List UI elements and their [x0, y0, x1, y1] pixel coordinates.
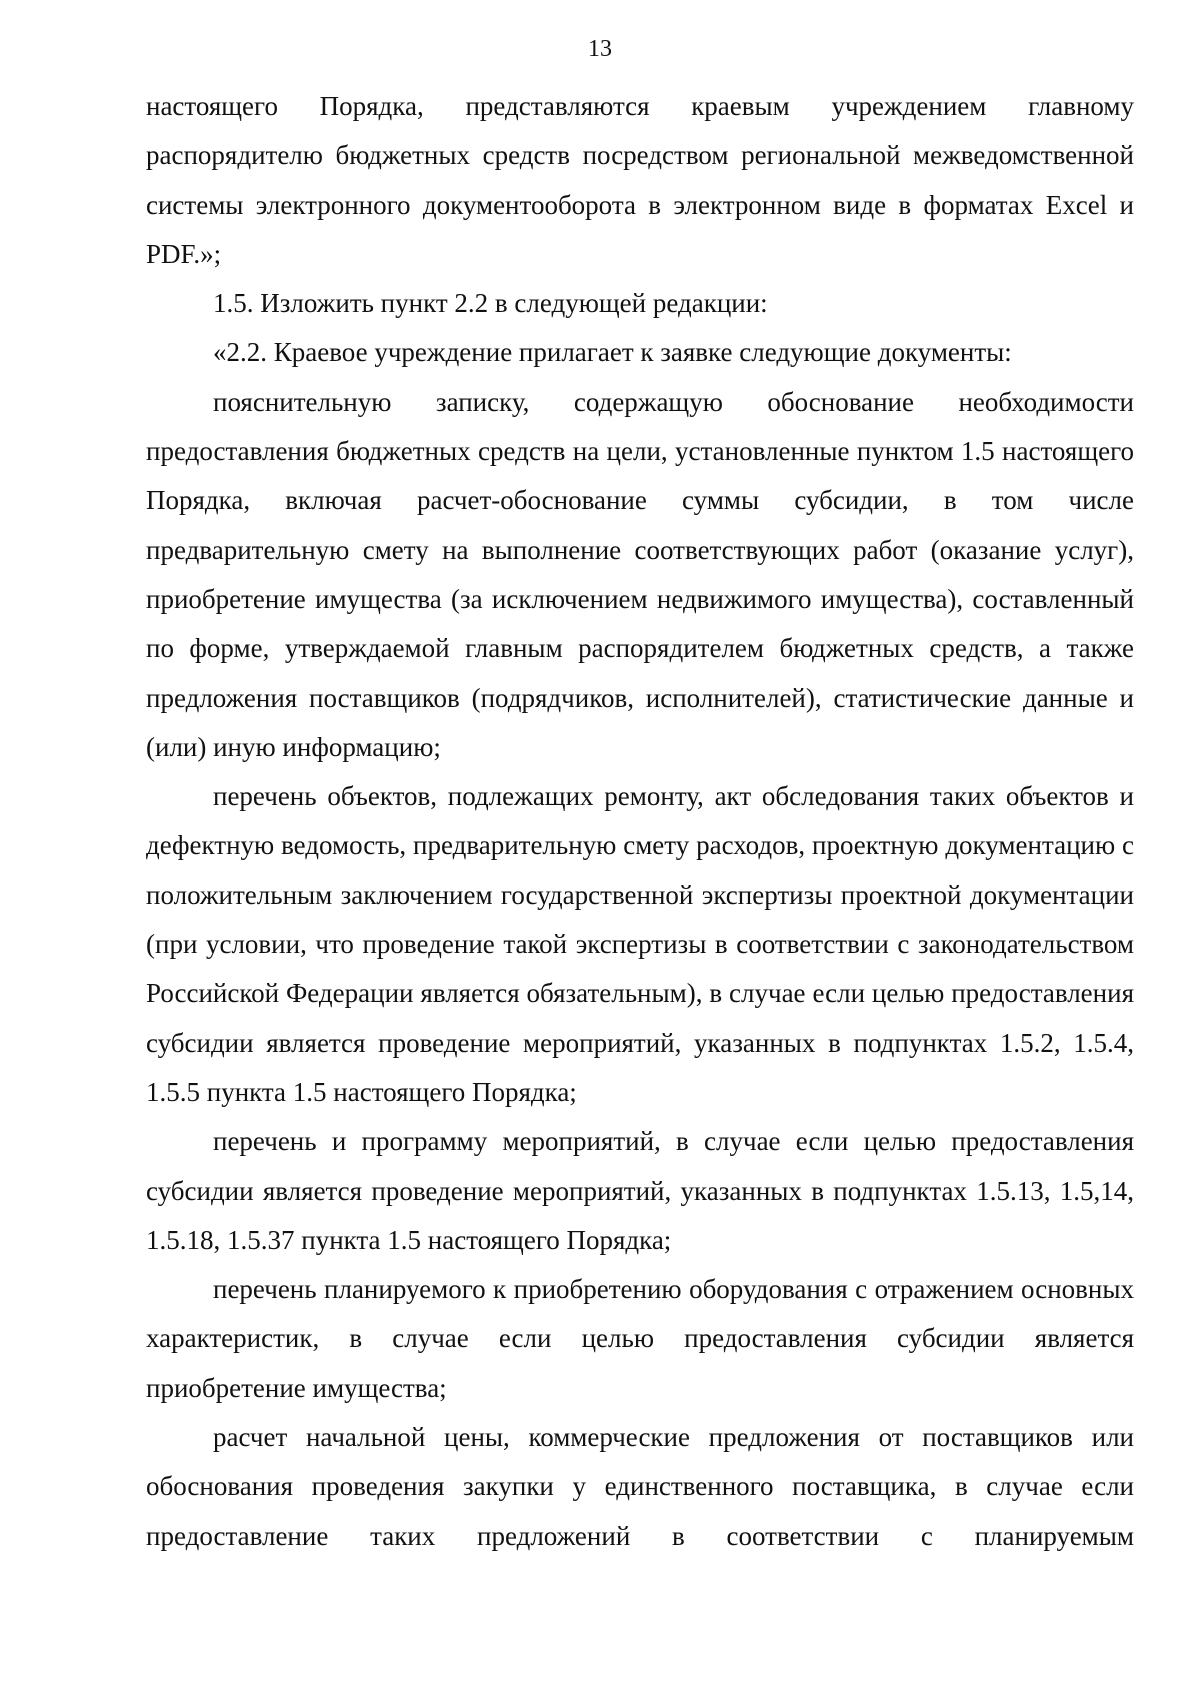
paragraph-explanatory-note: пояснительную записку, содержащую обоснование необходимости предоставления бюджетных средств на цели, установленные пунктом 1.5 настоящего Порядка, включая расчет-обоснование суммы субсидии, в том числе предварительную смету на выполнение соответствующих работ (оказание услуг), приобретение имущества (за исключением недвижимого имущества), составленный по форме, утверждаемой главным распорядителем бюджетных средств, а также предложения поставщиков (подрядчиков, исполнителей), статистические данные и (или) иную информацию; [146, 386, 1134, 762]
paragraph-initial-price: расчет начальной цены, коммерческие предложения от поставщиков или обоснования проведения закупки у единственного поставщика, в случае если предоставление таких предложений в соответствии с планируемым [146, 1422, 1134, 1551]
paragraph-repair-objects-list: перечень объектов, подлежащих ремонту, акт обследования таких объектов и дефектную ведомость, предварительную смету расходов, проектную документацию с положительным заключением государственной экспертизы проектной документации (при условии, что проведение такой экспертизы в соответствии с законодательством Российской Федерации является обязательным), в случае если целью предоставления субсидии является проведение мероприятий, указанных в подпунктах 1.5.2, 1.5.4, 1.5.5 пункта 1.5 настоящего Порядка; [146, 781, 1134, 1107]
document-body [146, 82, 1134, 1561]
page-number: 13 [588, 36, 612, 62]
paragraph-continuation: настоящего Порядка, представляются краевым учреждением главному распорядителю бюджетных средств посредством региональной межведомственной системы электронного документооборота в электронном виде в форматах Excel и PDF.»; [146, 91, 1134, 269]
paragraph-clause-2-2-intro: «2.2. Краевое учреждение прилагает к заявке следующие документы: [213, 337, 1012, 368]
paragraph-amendment-1-5: 1.5. Изложить пункт 2.2 в следующей редакции: [213, 288, 768, 319]
paragraph-events-program: перечень и программу мероприятий, в случае если целью предоставления субсидии является проведение мероприятий, указанных в подпунктах 1.5.13, 1.5,14, 1.5.18, 1.5.37 пункта 1.5 настоящего Порядка; [146, 1126, 1134, 1255]
paragraph-equipment-list: перечень планируемого к приобретению оборудования с отражением основных характеристик, в случае если целью предоставления субсидии является приобретение имущества; [146, 1274, 1134, 1403]
